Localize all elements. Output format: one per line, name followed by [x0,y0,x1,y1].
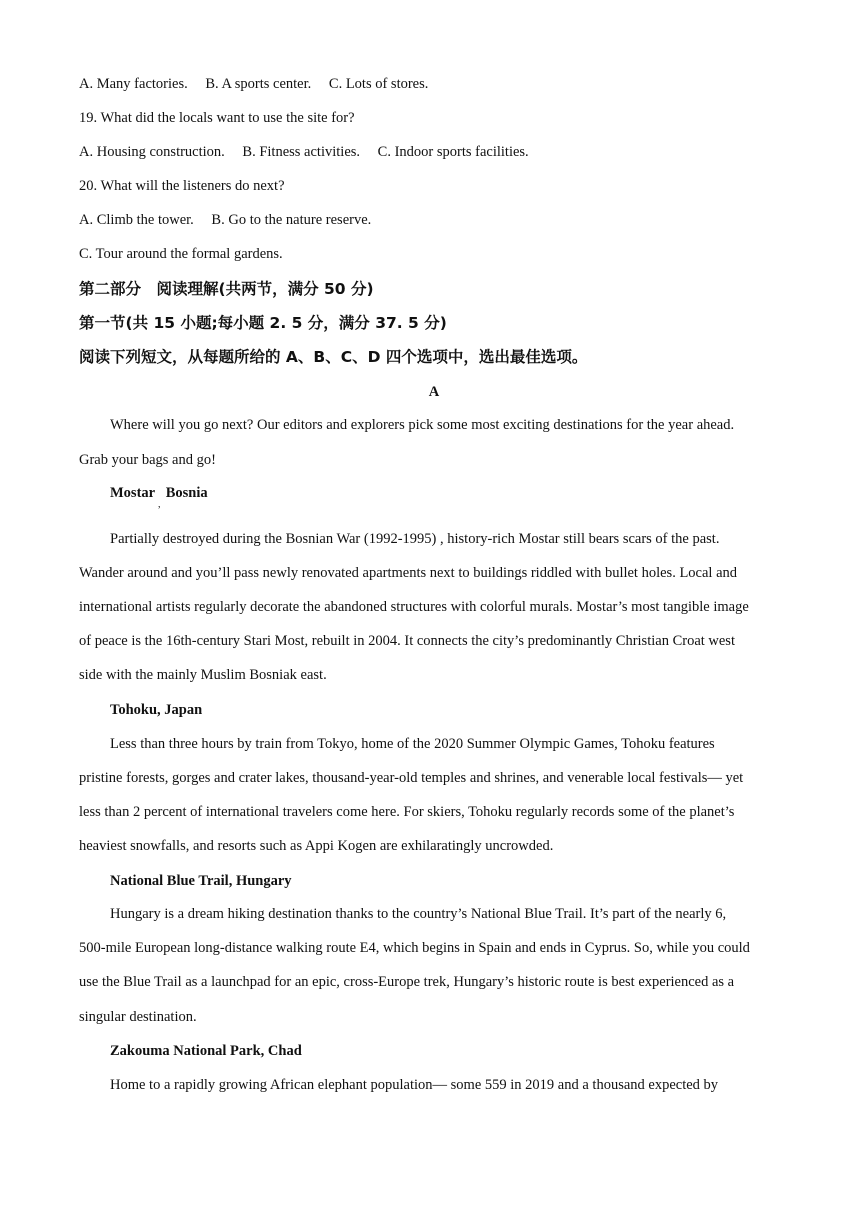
tohoku-line-4: heaviest snowfalls, and resorts such as Appi Kogen are exhilaratingly uncrowded. [79,838,554,854]
tohoku-line-1: Less than three hours by train from Tokyo, home of the 2020 Summer Olympic Games, Tohoku features [110,736,715,752]
mostar-line-4: of peace is the 16th-century Stari Most, rebuilt in 2004. It connects the city’s predominantly Christian Croat west [79,633,735,649]
passage-letter: A [428,384,440,400]
hungary-line-4: singular destination. [79,1009,197,1025]
mostar-line-5: side with the mainly Muslim Bosniak east. [79,667,327,683]
part2-heading: 第二部分 阅读理解(共两节，满分 50 分) [79,280,374,298]
tohoku-line-2: pristine forests, gorges and crater lakes, thousand-year-old temples and shrines, and venerable local festivals— yet [79,770,744,786]
q18-option-c: C. Lots of stores. [328,76,429,92]
q20-option-c: C. Tour around the formal gardens. [79,246,283,262]
section1-heading: 第一节(共 15 小题;每小题 2. 5 分，满分 37. 5 分) [79,314,447,332]
q19-option-a: A. Housing construction. [79,144,225,160]
q18-option-a: A. Many factories. [79,76,188,92]
q18-options [79,74,428,94]
hungary-line-1: Hungary is a dream hiking destination thanks to the country’s National Blue Trail. It’s part of the nearly 6, [110,906,727,922]
mostar-line-1: Partially destroyed during the Bosnian War (1992-1995) , history-rich Mostar still bears scars of the past. [110,531,720,547]
q19-option-c: C. Indoor sports facilities. [377,144,529,160]
q19-options [79,142,529,162]
section-title-tohoku: Tohoku, Japan [110,702,203,718]
mostar-line-3: international artists regularly decorate the abandoned structures with colorful murals. Mostar’s most tangible image [79,599,749,615]
stray-comma-mark: , [158,499,161,510]
hungary-line-3: use the Blue Trail as a launchpad for an epic, cross-Europe trek, Hungary’s historic route is best experienced as a [79,974,735,990]
q18-option-b: B. A sports center. [205,76,312,92]
mostar-line-2: Wander around and you’ll pass newly renovated apartments next to buildings riddled with bullet holes. Local and [79,565,738,581]
q20-options [79,210,371,230]
q19-option-b: B. Fitness activities. [242,144,361,160]
intro-line-2: Grab your bags and go! [79,452,216,468]
q19-question: 19. What did the locals want to use the site for? [79,110,355,126]
section-title-zakouma: Zakouma National Park, Chad [110,1043,302,1059]
section-instruction: 阅读下列短文，从每题所给的 A、B、C、D 四个选项中，选出最佳选项。 [79,348,588,366]
tohoku-line-3: less than 2 percent of international travelers come here. For skiers, Tohoku regularly records some of the planet’s [79,804,735,820]
hungary-line-2: 500-mile European long-distance walking route E4, which begins in Spain and ends in Cyprus. So, while you could [79,940,750,956]
intro-line-1: Where will you go next? Our editors and explorers pick some most exciting destinations for the year ahead. [110,417,735,433]
section-title-hungary: National Blue Trail, Hungary [110,873,292,889]
zakouma-line-1: Home to a rapidly growing African elephant population— some 559 in 2019 and a thousand expected by [110,1077,719,1093]
section-title-mostar: Mostar Bosnia [110,485,208,501]
q20-question: 20. What will the listeners do next? [79,178,285,194]
q20-option-b: B. Go to the nature reserve. [211,212,372,228]
q20-option-a: A. Climb the tower. [79,212,194,228]
